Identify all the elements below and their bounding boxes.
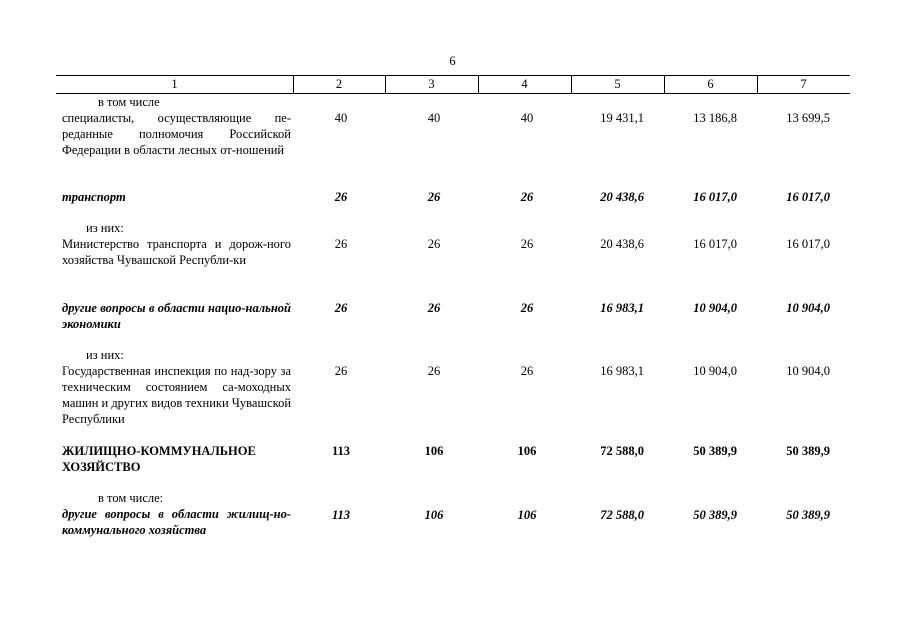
row-label [62, 443, 291, 475]
header-col-6: 6 [707, 77, 714, 91]
cell-col-2: 40 [334, 111, 348, 125]
header-col-3: 3 [428, 77, 435, 91]
cell-col-7: 10 904,0 [786, 364, 830, 378]
page-number: 6 [449, 54, 456, 68]
cell-col-2: 26 [334, 364, 348, 378]
cell-col-2: 26 [334, 190, 348, 204]
cell-col-5: 72 588,0 [600, 444, 644, 458]
header-col-5: 5 [614, 77, 621, 91]
cell-col-2: 113 [331, 444, 351, 458]
row-title: Министерство транспорта и дорож-ного хозяйства Чувашской Республи-ки [62, 237, 291, 267]
cell-col-4: 106 [517, 508, 537, 522]
header-col-1: 1 [171, 77, 178, 91]
cell-col-7: 50 389,9 [786, 508, 830, 522]
cell-col-6: 10 904,0 [693, 364, 737, 378]
row-intro: в том числе [98, 95, 160, 109]
cell-col-4: 40 [520, 111, 534, 125]
cell-col-5: 20 438,6 [600, 190, 644, 204]
cell-col-4: 26 [520, 190, 534, 204]
row-title: другие вопросы в области нацио-нальной экономики [62, 301, 291, 331]
cell-col-6: 50 389,9 [693, 444, 737, 458]
cell-col-2: 26 [334, 301, 348, 315]
row-label [62, 220, 291, 268]
cell-col-4: 26 [520, 301, 534, 315]
cell-col-2: 113 [331, 508, 351, 522]
cell-col-4: 26 [520, 364, 534, 378]
cell-col-7: 13 699,5 [786, 111, 830, 125]
cell-col-5: 16 983,1 [600, 364, 644, 378]
cell-col-3: 26 [427, 237, 441, 251]
cell-col-5: 19 431,1 [600, 111, 644, 125]
header-col-7: 7 [800, 77, 807, 91]
cell-col-6: 16 017,0 [693, 237, 737, 251]
table-header [56, 75, 850, 94]
cell-col-5: 16 983,1 [600, 301, 644, 315]
header-col-2: 2 [335, 77, 343, 91]
row-label [62, 300, 291, 332]
cell-col-7: 10 904,0 [786, 301, 830, 315]
row-label [62, 189, 291, 205]
cell-col-7: 16 017,0 [786, 190, 830, 204]
row-title: Государственная инспекция по над-зору за техническим состоянием са-моходных машин и других видов техники Чувашской Республики [62, 364, 292, 426]
cell-col-6: 50 389,9 [693, 508, 737, 522]
cell-col-4: 26 [520, 237, 534, 251]
cell-col-5: 72 588,0 [600, 508, 644, 522]
cell-col-7: 50 389,9 [786, 444, 830, 458]
cell-col-5: 20 438,6 [600, 237, 644, 251]
row-intro: из них: [86, 348, 124, 362]
row-label [62, 490, 291, 538]
cell-col-6: 13 186,8 [693, 111, 737, 125]
row-label [62, 347, 291, 427]
cell-col-6: 10 904,0 [693, 301, 737, 315]
cell-col-3: 106 [424, 508, 444, 522]
row-title: другие вопросы в области жилищ-но-коммунального хозяйства [62, 507, 291, 537]
cell-col-7: 16 017,0 [786, 237, 830, 251]
cell-col-6: 16 017,0 [693, 190, 737, 204]
cell-col-3: 26 [427, 190, 441, 204]
cell-col-2: 26 [334, 237, 348, 251]
cell-col-3: 106 [424, 444, 444, 458]
row-intro: в том числе: [98, 491, 164, 505]
row-title: ЖИЛИЩНО-КОММУНАЛЬНОЕ ХОЗЯЙСТВО [62, 444, 256, 474]
cell-col-3: 40 [427, 111, 441, 125]
row-title: транспорт [62, 190, 126, 204]
row-title: специалисты, осуществляющие пе-реданные полномочия Российской Федерации в области лесных от-ношений [62, 111, 291, 157]
row-label [62, 94, 291, 158]
cell-col-3: 26 [427, 301, 441, 315]
header-col-4: 4 [521, 77, 528, 91]
row-intro: из них: [86, 221, 124, 235]
cell-col-3: 26 [427, 364, 441, 378]
cell-col-4: 106 [517, 444, 537, 458]
